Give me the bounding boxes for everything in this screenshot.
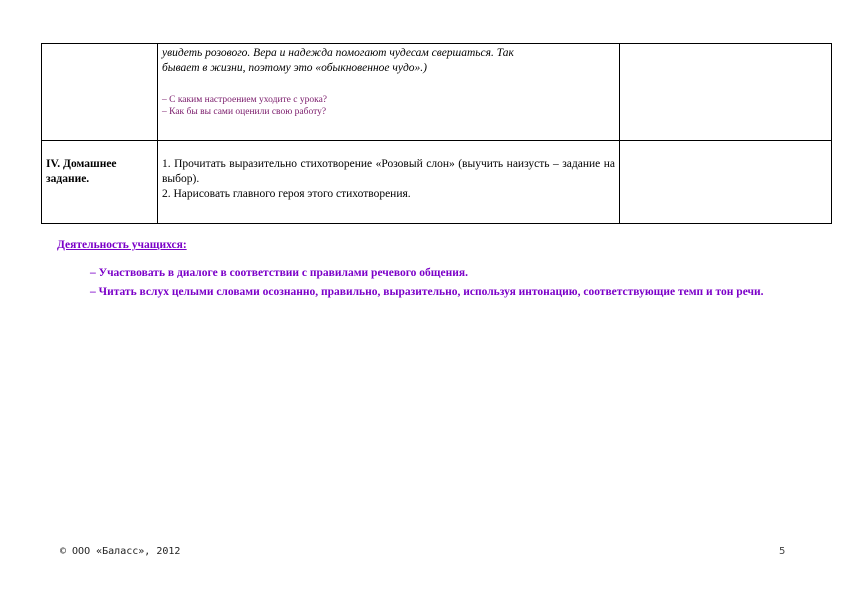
content-cell bbox=[158, 44, 620, 141]
notes-cell bbox=[620, 44, 832, 141]
page-number: 5 bbox=[779, 546, 786, 557]
homework-task: 1. Прочитать выразительно стихотворение «Розовый слон» (выучить наизусть – задание на выбор). bbox=[162, 158, 615, 185]
lesson-table bbox=[41, 43, 832, 224]
table-row bbox=[42, 44, 832, 141]
stage-cell bbox=[42, 44, 158, 141]
story-text-line: бывает в жизни, поэтому это «обыкновенное чудо».) bbox=[162, 62, 427, 74]
story-text-line: увидеть розового. Вера и надежда помогают чудесам свершаться. Так bbox=[162, 47, 514, 59]
stage-cell bbox=[42, 141, 158, 224]
copyright-footer: © ООО «Баласс», 2012 bbox=[60, 546, 181, 557]
activity-item: – Участвовать в диалоге в соответствии с правилами речевого общения. bbox=[90, 267, 468, 279]
table-row bbox=[42, 141, 832, 224]
content-cell bbox=[158, 141, 620, 224]
reflection-question: – С каким настроением уходите с урока? bbox=[162, 95, 328, 105]
activity-heading: Деятельность учащихся: bbox=[57, 239, 187, 251]
stage-title: IV. Домашнее задание. bbox=[46, 158, 117, 185]
student-activity-section bbox=[57, 236, 787, 302]
activity-item: – Читать вслух целыми словами осознанно, правильно, выразительно, используя интонацию, соответствующие темп и тон речи. bbox=[90, 286, 764, 298]
homework-task: 2. Нарисовать главного героя этого стихотворения. bbox=[162, 188, 411, 200]
reflection-question: – Как бы вы сами оценили свою работу? bbox=[162, 107, 327, 117]
notes-cell bbox=[620, 141, 832, 224]
